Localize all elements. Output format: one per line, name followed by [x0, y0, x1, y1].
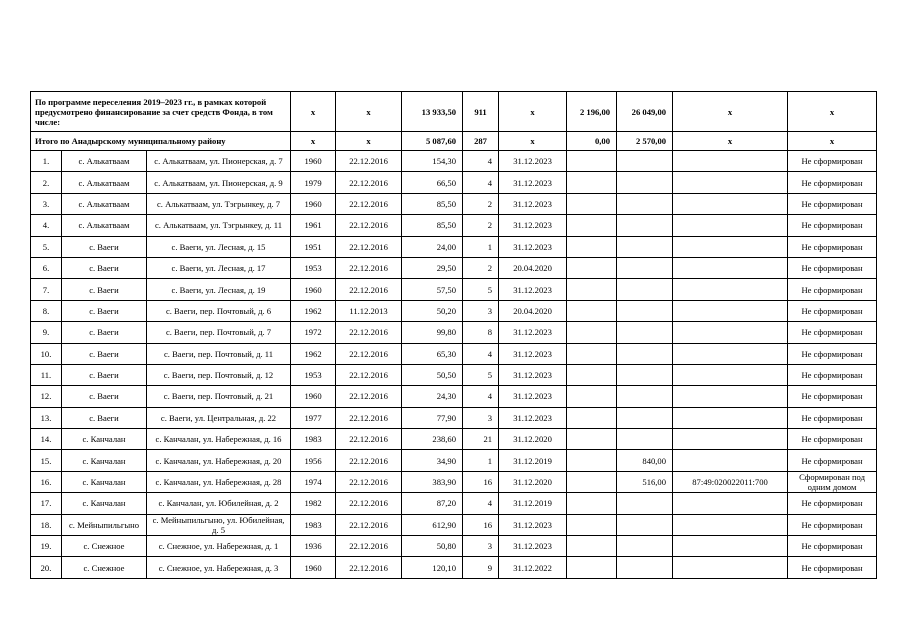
address-cell: с. Канчалан, ул. Набережная, д. 16	[147, 429, 291, 450]
summary-label: По программе переселения 2019–2023 гг., в рамках которой предусмотрено финансирование за счет средств Фонда, в том числе:	[31, 92, 291, 132]
land-status-cell: Не сформирован	[788, 172, 877, 193]
cadastre-number-cell	[673, 493, 788, 514]
amount-a-cell	[567, 343, 617, 364]
address-cell: с. Алькатваам, ул. Пионерская, д. 9	[147, 172, 291, 193]
summary-residents: 911	[463, 92, 499, 132]
address-cell: с. Канчалан, ул. Набережная, д. 20	[147, 450, 291, 471]
area-cell: 24,00	[402, 236, 463, 257]
settlement-cell: с. Мейныпильгыно	[62, 514, 147, 535]
land-status-cell: Не сформирован	[788, 386, 877, 407]
row-number: 2.	[31, 172, 62, 193]
residents-cell: 1	[463, 236, 499, 257]
cadastre-number-cell	[673, 429, 788, 450]
amount-b-cell	[617, 322, 673, 343]
summary-col11: 26 049,00	[617, 92, 673, 132]
row-number: 11.	[31, 364, 62, 385]
summary-label: Итого по Анадырскому муниципальному району	[31, 132, 291, 151]
residents-cell: 16	[463, 471, 499, 492]
recognition-date-cell: 22.12.2016	[336, 386, 402, 407]
cadastre-number-cell	[673, 193, 788, 214]
year-built-cell: 1983	[291, 429, 336, 450]
year-built-cell: 1960	[291, 151, 336, 172]
amount-b-cell	[617, 557, 673, 578]
address-cell: с. Снежное, ул. Набережная, д. 1	[147, 536, 291, 557]
cadastre-number-cell	[673, 386, 788, 407]
cadastre-number-cell: 87:49:020022011:700	[673, 471, 788, 492]
land-status-cell: Не сформирован	[788, 193, 877, 214]
settlement-cell: с. Канчалан	[62, 493, 147, 514]
residents-cell: 5	[463, 279, 499, 300]
settlement-cell: с. Алькатваам	[62, 215, 147, 236]
residents-cell: 3	[463, 407, 499, 428]
land-status-cell: Не сформирован	[788, 493, 877, 514]
amount-a-cell	[567, 450, 617, 471]
recognition-date-cell: 22.12.2016	[336, 236, 402, 257]
amount-a-cell	[567, 151, 617, 172]
area-cell: 57,50	[402, 279, 463, 300]
recognition-date-cell: 22.12.2016	[336, 215, 402, 236]
residents-cell: 2	[463, 193, 499, 214]
cadastre-number-cell	[673, 151, 788, 172]
cadastre-number-cell	[673, 172, 788, 193]
settlement-cell: с. Канчалан	[62, 471, 147, 492]
area-cell: 65,30	[402, 343, 463, 364]
address-cell: с. Алькатваам, ул. Тэгрынкеу, д. 11	[147, 215, 291, 236]
table-row	[31, 557, 877, 578]
settlement-cell: с. Ваеги	[62, 236, 147, 257]
amount-b-cell	[617, 151, 673, 172]
summary-date: x	[336, 92, 402, 132]
year-built-cell: 1951	[291, 236, 336, 257]
land-status-cell: Не сформирован	[788, 514, 877, 535]
area-cell: 154,30	[402, 151, 463, 172]
resettlement-table	[30, 91, 877, 579]
address-cell: с. Канчалан, ул. Набережная, д. 28	[147, 471, 291, 492]
recognition-date-cell: 22.12.2016	[336, 536, 402, 557]
year-built-cell: 1983	[291, 514, 336, 535]
settlement-cell: с. Канчалан	[62, 450, 147, 471]
area-cell: 34,90	[402, 450, 463, 471]
deadline-cell: 31.12.2023	[499, 364, 567, 385]
year-built-cell: 1960	[291, 557, 336, 578]
table-row	[31, 471, 877, 492]
settlement-cell: с. Ваеги	[62, 279, 147, 300]
year-built-cell: 1953	[291, 364, 336, 385]
recognition-date-cell: 22.12.2016	[336, 557, 402, 578]
recognition-date-cell: 22.12.2016	[336, 450, 402, 471]
row-number: 6.	[31, 257, 62, 278]
row-number: 5.	[31, 236, 62, 257]
summary-col10: 0,00	[567, 132, 617, 151]
deadline-cell: 31.12.2023	[499, 407, 567, 428]
residents-cell: 4	[463, 343, 499, 364]
settlement-cell: с. Канчалан	[62, 429, 147, 450]
residents-cell: 4	[463, 493, 499, 514]
deadline-cell: 20.04.2020	[499, 300, 567, 321]
residents-cell: 2	[463, 257, 499, 278]
summary-year: x	[291, 132, 336, 151]
deadline-cell: 31.12.2023	[499, 514, 567, 535]
deadline-cell: 31.12.2023	[499, 236, 567, 257]
year-built-cell: 1936	[291, 536, 336, 557]
row-number: 7.	[31, 279, 62, 300]
address-cell: с. Ваеги, ул. Лесная, д. 19	[147, 279, 291, 300]
address-cell: с. Алькатваам, ул. Пионерская, д. 7	[147, 151, 291, 172]
settlement-cell: с. Ваеги	[62, 364, 147, 385]
address-cell: с. Канчалан, ул. Юбилейная, д. 2	[147, 493, 291, 514]
deadline-cell: 31.12.2023	[499, 279, 567, 300]
year-built-cell: 1982	[291, 493, 336, 514]
deadline-cell: 31.12.2023	[499, 536, 567, 557]
row-number: 10.	[31, 343, 62, 364]
table-row	[31, 322, 877, 343]
row-number: 20.	[31, 557, 62, 578]
cadastre-number-cell	[673, 343, 788, 364]
residents-cell: 4	[463, 172, 499, 193]
land-status-cell: Не сформирован	[788, 557, 877, 578]
amount-b-cell	[617, 279, 673, 300]
table-row	[31, 343, 877, 364]
area-cell: 85,50	[402, 193, 463, 214]
amount-a-cell	[567, 300, 617, 321]
deadline-cell: 31.12.2022	[499, 557, 567, 578]
year-built-cell: 1956	[291, 450, 336, 471]
table-row	[31, 514, 877, 535]
recognition-date-cell: 11.12.2013	[336, 300, 402, 321]
deadline-cell: 31.12.2019	[499, 493, 567, 514]
row-number: 8.	[31, 300, 62, 321]
residents-cell: 8	[463, 322, 499, 343]
amount-a-cell	[567, 172, 617, 193]
area-cell: 612,90	[402, 514, 463, 535]
recognition-date-cell: 22.12.2016	[336, 471, 402, 492]
cadastre-number-cell	[673, 236, 788, 257]
year-built-cell: 1960	[291, 193, 336, 214]
area-cell: 66,50	[402, 172, 463, 193]
table-row	[31, 279, 877, 300]
amount-a-cell	[567, 407, 617, 428]
address-cell: с. Ваеги, пер. Почтовый, д. 7	[147, 322, 291, 343]
amount-a-cell	[567, 236, 617, 257]
table-row	[31, 300, 877, 321]
area-cell: 77,90	[402, 407, 463, 428]
residents-cell: 16	[463, 514, 499, 535]
amount-b-cell	[617, 514, 673, 535]
year-built-cell: 1961	[291, 215, 336, 236]
settlement-cell: с. Ваеги	[62, 407, 147, 428]
summary-residents: 287	[463, 132, 499, 151]
residents-cell: 3	[463, 536, 499, 557]
summary-row-district	[31, 132, 877, 151]
cadastre-number-cell	[673, 557, 788, 578]
amount-a-cell	[567, 493, 617, 514]
land-status-cell: Не сформирован	[788, 343, 877, 364]
recognition-date-cell: 22.12.2016	[336, 514, 402, 535]
recognition-date-cell: 22.12.2016	[336, 257, 402, 278]
summary-row-program	[31, 92, 877, 132]
table-row	[31, 429, 877, 450]
land-status-cell: Не сформирован	[788, 536, 877, 557]
amount-a-cell	[567, 322, 617, 343]
year-built-cell: 1962	[291, 300, 336, 321]
year-built-cell: 1972	[291, 322, 336, 343]
address-cell: с. Ваеги, пер. Почтовый, д. 11	[147, 343, 291, 364]
table-row	[31, 236, 877, 257]
amount-b-cell	[617, 343, 673, 364]
residents-cell: 1	[463, 450, 499, 471]
area-cell: 50,50	[402, 364, 463, 385]
cadastre-number-cell	[673, 514, 788, 535]
amount-a-cell	[567, 471, 617, 492]
land-status-cell: Сформирован под одним домом	[788, 471, 877, 492]
row-number: 16.	[31, 471, 62, 492]
settlement-cell: с. Снежное	[62, 536, 147, 557]
table-row	[31, 386, 877, 407]
summary-col10: 2 196,00	[567, 92, 617, 132]
recognition-date-cell: 22.12.2016	[336, 493, 402, 514]
row-number: 13.	[31, 407, 62, 428]
area-cell: 87,20	[402, 493, 463, 514]
cadastre-number-cell	[673, 450, 788, 471]
residents-cell: 2	[463, 215, 499, 236]
amount-a-cell	[567, 386, 617, 407]
row-number: 12.	[31, 386, 62, 407]
year-built-cell: 1960	[291, 386, 336, 407]
area-cell: 29,50	[402, 257, 463, 278]
recognition-date-cell: 22.12.2016	[336, 172, 402, 193]
deadline-cell: 31.12.2023	[499, 193, 567, 214]
amount-b-cell	[617, 300, 673, 321]
area-cell: 50,20	[402, 300, 463, 321]
recognition-date-cell: 22.12.2016	[336, 429, 402, 450]
row-number: 14.	[31, 429, 62, 450]
year-built-cell: 1979	[291, 172, 336, 193]
land-status-cell: Не сформирован	[788, 450, 877, 471]
amount-a-cell	[567, 215, 617, 236]
cadastre-number-cell	[673, 322, 788, 343]
address-cell: с. Ваеги, пер. Почтовый, д. 6	[147, 300, 291, 321]
settlement-cell: с. Ваеги	[62, 322, 147, 343]
summary-area: 5 087,60	[402, 132, 463, 151]
summary-deadline: x	[499, 92, 567, 132]
land-status-cell: Не сформирован	[788, 279, 877, 300]
amount-b-cell	[617, 386, 673, 407]
settlement-cell: с. Снежное	[62, 557, 147, 578]
summary-cadastre: x	[673, 132, 788, 151]
amount-a-cell	[567, 257, 617, 278]
settlement-cell: с. Ваеги	[62, 300, 147, 321]
settlement-cell: с. Ваеги	[62, 343, 147, 364]
area-cell: 120,10	[402, 557, 463, 578]
settlement-cell: с. Ваеги	[62, 257, 147, 278]
row-number: 1.	[31, 151, 62, 172]
address-cell: с. Снежное, ул. Набережная, д. 3	[147, 557, 291, 578]
amount-a-cell	[567, 536, 617, 557]
row-number: 3.	[31, 193, 62, 214]
recognition-date-cell: 22.12.2016	[336, 343, 402, 364]
area-cell: 85,50	[402, 215, 463, 236]
amount-b-cell	[617, 493, 673, 514]
year-built-cell: 1962	[291, 343, 336, 364]
area-cell: 383,90	[402, 471, 463, 492]
settlement-cell: с. Алькатваам	[62, 151, 147, 172]
address-cell: с. Ваеги, пер. Почтовый, д. 12	[147, 364, 291, 385]
residents-cell: 3	[463, 300, 499, 321]
amount-a-cell	[567, 429, 617, 450]
summary-status: x	[788, 92, 877, 132]
summary-status: x	[788, 132, 877, 151]
deadline-cell: 31.12.2023	[499, 172, 567, 193]
table-row	[31, 172, 877, 193]
address-cell: с. Ваеги, пер. Почтовый, д. 21	[147, 386, 291, 407]
amount-b-cell: 516,00	[617, 471, 673, 492]
recognition-date-cell: 22.12.2016	[336, 407, 402, 428]
settlement-cell: с. Алькатваам	[62, 193, 147, 214]
land-status-cell: Не сформирован	[788, 300, 877, 321]
settlement-cell: с. Ваеги	[62, 386, 147, 407]
recognition-date-cell: 22.12.2016	[336, 364, 402, 385]
row-number: 9.	[31, 322, 62, 343]
land-status-cell: Не сформирован	[788, 364, 877, 385]
address-cell: с. Ваеги, ул. Лесная, д. 17	[147, 257, 291, 278]
table-row	[31, 151, 877, 172]
area-cell: 238,60	[402, 429, 463, 450]
land-status-cell: Не сформирован	[788, 429, 877, 450]
amount-b-cell	[617, 257, 673, 278]
year-built-cell: 1960	[291, 279, 336, 300]
table-row	[31, 450, 877, 471]
cadastre-number-cell	[673, 407, 788, 428]
amount-a-cell	[567, 557, 617, 578]
land-status-cell: Не сформирован	[788, 236, 877, 257]
amount-b-cell	[617, 215, 673, 236]
summary-area: 13 933,50	[402, 92, 463, 132]
deadline-cell: 31.12.2023	[499, 322, 567, 343]
amount-b-cell	[617, 193, 673, 214]
recognition-date-cell: 22.12.2016	[336, 322, 402, 343]
cadastre-number-cell	[673, 300, 788, 321]
year-built-cell: 1974	[291, 471, 336, 492]
cadastre-number-cell	[673, 536, 788, 557]
amount-b-cell	[617, 236, 673, 257]
cadastre-number-cell	[673, 279, 788, 300]
deadline-cell: 31.12.2023	[499, 343, 567, 364]
residents-cell: 4	[463, 151, 499, 172]
summary-deadline: x	[499, 132, 567, 151]
address-cell: с. Ваеги, ул. Лесная, д. 15	[147, 236, 291, 257]
amount-b-cell: 840,00	[617, 450, 673, 471]
amount-b-cell	[617, 407, 673, 428]
land-status-cell: Не сформирован	[788, 215, 877, 236]
area-cell: 24,30	[402, 386, 463, 407]
amount-b-cell	[617, 429, 673, 450]
year-built-cell: 1977	[291, 407, 336, 428]
residents-cell: 21	[463, 429, 499, 450]
deadline-cell: 31.12.2020	[499, 471, 567, 492]
row-number: 18.	[31, 514, 62, 535]
address-cell: с. Ваеги, ул. Центральная, д. 22	[147, 407, 291, 428]
table-row	[31, 536, 877, 557]
amount-a-cell	[567, 279, 617, 300]
residents-cell: 4	[463, 386, 499, 407]
deadline-cell: 31.12.2019	[499, 450, 567, 471]
land-status-cell: Не сформирован	[788, 151, 877, 172]
year-built-cell: 1953	[291, 257, 336, 278]
amount-b-cell	[617, 364, 673, 385]
cadastre-number-cell	[673, 257, 788, 278]
summary-year: x	[291, 92, 336, 132]
area-cell: 99,80	[402, 322, 463, 343]
amount-b-cell	[617, 172, 673, 193]
cadastre-number-cell	[673, 364, 788, 385]
settlement-cell: с. Алькатваам	[62, 172, 147, 193]
table-row	[31, 364, 877, 385]
row-number: 19.	[31, 536, 62, 557]
deadline-cell: 31.12.2023	[499, 386, 567, 407]
deadline-cell: 20.04.2020	[499, 257, 567, 278]
summary-col11: 2 570,00	[617, 132, 673, 151]
table-row	[31, 193, 877, 214]
amount-a-cell	[567, 193, 617, 214]
summary-date: x	[336, 132, 402, 151]
table-row	[31, 407, 877, 428]
row-number: 15.	[31, 450, 62, 471]
summary-cadastre: x	[673, 92, 788, 132]
recognition-date-cell: 22.12.2016	[336, 151, 402, 172]
row-number: 4.	[31, 215, 62, 236]
amount-a-cell	[567, 514, 617, 535]
recognition-date-cell: 22.12.2016	[336, 279, 402, 300]
cadastre-number-cell	[673, 215, 788, 236]
residents-cell: 9	[463, 557, 499, 578]
table-row	[31, 493, 877, 514]
address-cell: с. Мейныпильгыно, ул. Юбилейная, д. 5	[147, 514, 291, 535]
land-status-cell: Не сформирован	[788, 407, 877, 428]
table-row	[31, 215, 877, 236]
deadline-cell: 31.12.2023	[499, 151, 567, 172]
deadline-cell: 31.12.2023	[499, 215, 567, 236]
recognition-date-cell: 22.12.2016	[336, 193, 402, 214]
land-status-cell: Не сформирован	[788, 257, 877, 278]
amount-b-cell	[617, 536, 673, 557]
area-cell: 50,80	[402, 536, 463, 557]
deadline-cell: 31.12.2020	[499, 429, 567, 450]
land-status-cell: Не сформирован	[788, 322, 877, 343]
row-number: 17.	[31, 493, 62, 514]
amount-a-cell	[567, 364, 617, 385]
residents-cell: 5	[463, 364, 499, 385]
table-row	[31, 257, 877, 278]
address-cell: с. Алькатваам, ул. Тэгрынкеу, д. 7	[147, 193, 291, 214]
